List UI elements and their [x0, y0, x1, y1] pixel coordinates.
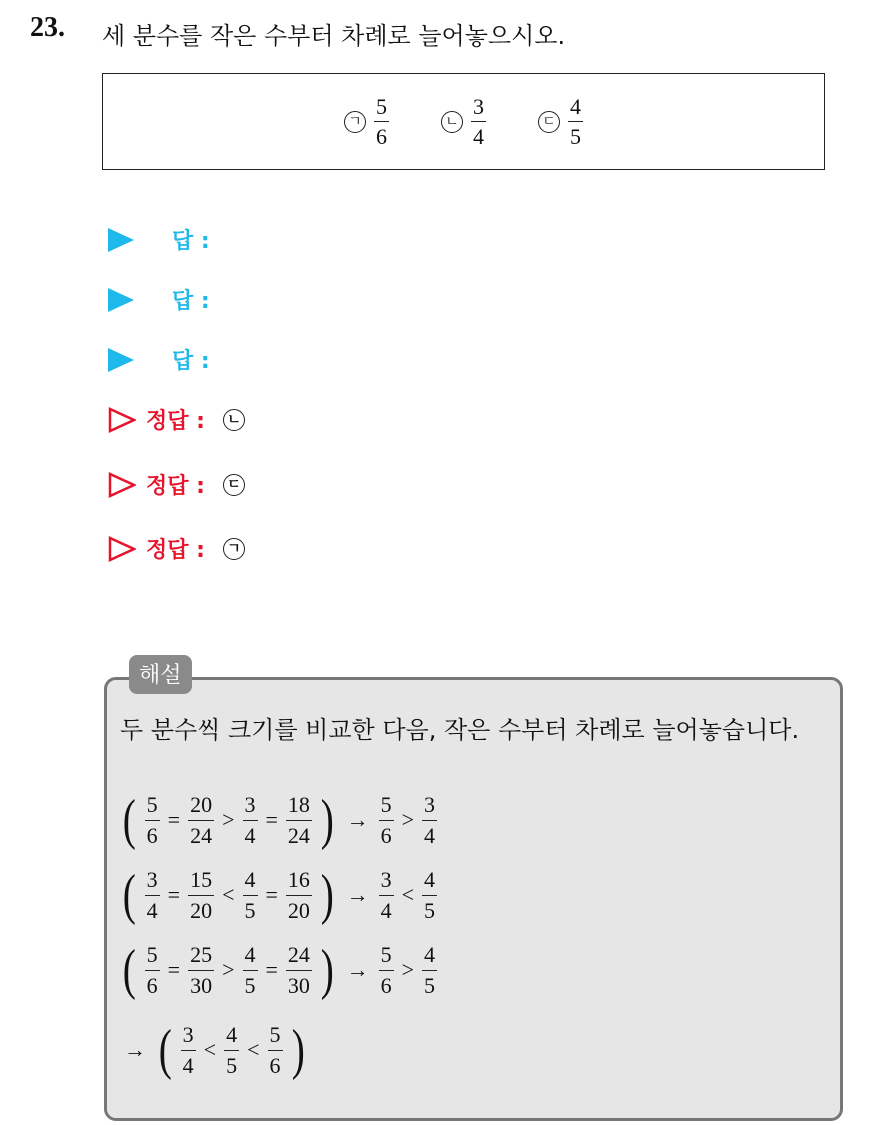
correct-label: 정답 : — [146, 409, 205, 434]
correct-label: 정답 : — [146, 538, 205, 563]
answer-row[interactable] — [108, 224, 210, 255]
outline-triangle-icon — [108, 536, 136, 562]
question-number: 23. — [30, 12, 65, 43]
choice-mark: ㄷ — [538, 111, 560, 133]
choice-fraction — [568, 95, 583, 148]
comparison-line: ( $\frac{5}{6}$ = $\frac{20}{24}$ > $\frac{3}{4}$ = $\frac{18}{24}$ ) → $\frac{5}{6}$ > $\frac{3}{4}$ — [122, 789, 435, 851]
correct-answer-mark: ㄴ — [223, 409, 245, 431]
answer-row[interactable] — [108, 344, 210, 375]
final-order-line: → ( $\frac{3}{4}$ < $\frac{4}{5}$ < $\frac{5}{6}$ ) — [120, 1022, 307, 1078]
answer-row[interactable] — [108, 284, 210, 315]
correct-answer-mark: ㄱ — [223, 538, 245, 560]
outline-triangle-icon — [108, 407, 136, 433]
outline-triangle-icon — [108, 472, 136, 498]
play-triangle-icon — [108, 228, 134, 252]
question-text: 세 분수를 작은 수부터 차례로 늘어놓으시오. — [102, 22, 566, 50]
choice-fraction — [471, 95, 486, 148]
correct-answer-row — [108, 533, 245, 564]
choice-nieun — [441, 95, 486, 148]
comparison-line: ( $\frac{3}{4}$ = $\frac{15}{20}$ < $\frac{4}{5}$ = $\frac{16}{20}$ ) → $\frac{3}{4}$ < $\frac{4}{5}$ — [122, 864, 435, 926]
choice-mark: ㄴ — [441, 111, 463, 133]
right-arrow-icon: → — [124, 1037, 146, 1062]
solution-text: 두 분수씩 크기를 비교한 다음, 작은 수부터 차례로 늘어놓습니다. — [120, 716, 800, 744]
numerator: 3 — [471, 95, 486, 122]
answer-label: 답 : — [172, 229, 210, 254]
denominator: 5 — [570, 124, 581, 149]
correct-label: 정답 : — [146, 474, 205, 499]
answer-label: 답 : — [172, 349, 210, 374]
correct-answer-mark: ㄷ — [223, 474, 245, 496]
play-triangle-icon — [108, 288, 134, 312]
numerator: 5 — [374, 95, 389, 122]
correct-answer-row — [108, 469, 245, 500]
right-arrow-icon: → — [346, 957, 369, 982]
comparison-line: ( $\frac{5}{6}$ = $\frac{25}{30}$ > $\frac{4}{5}$ = $\frac{24}{30}$ ) → $\frac{5}{6}$ > $\frac{4}{5}$ — [122, 939, 435, 1001]
correct-answer-row — [108, 404, 245, 435]
choice-mark: ㄱ — [344, 111, 366, 133]
play-triangle-icon — [108, 348, 134, 372]
solution-tag: 해설 — [129, 655, 192, 694]
denominator: 4 — [473, 124, 484, 149]
choice-giyeok — [344, 95, 389, 148]
choice-box — [102, 73, 825, 170]
answer-label: 답 : — [172, 289, 210, 314]
numerator: 4 — [568, 95, 583, 122]
right-arrow-icon: → — [346, 807, 369, 832]
choice-fraction — [374, 95, 389, 148]
right-arrow-icon: → — [346, 882, 369, 907]
denominator: 6 — [376, 124, 387, 149]
choice-digeut — [538, 95, 583, 148]
